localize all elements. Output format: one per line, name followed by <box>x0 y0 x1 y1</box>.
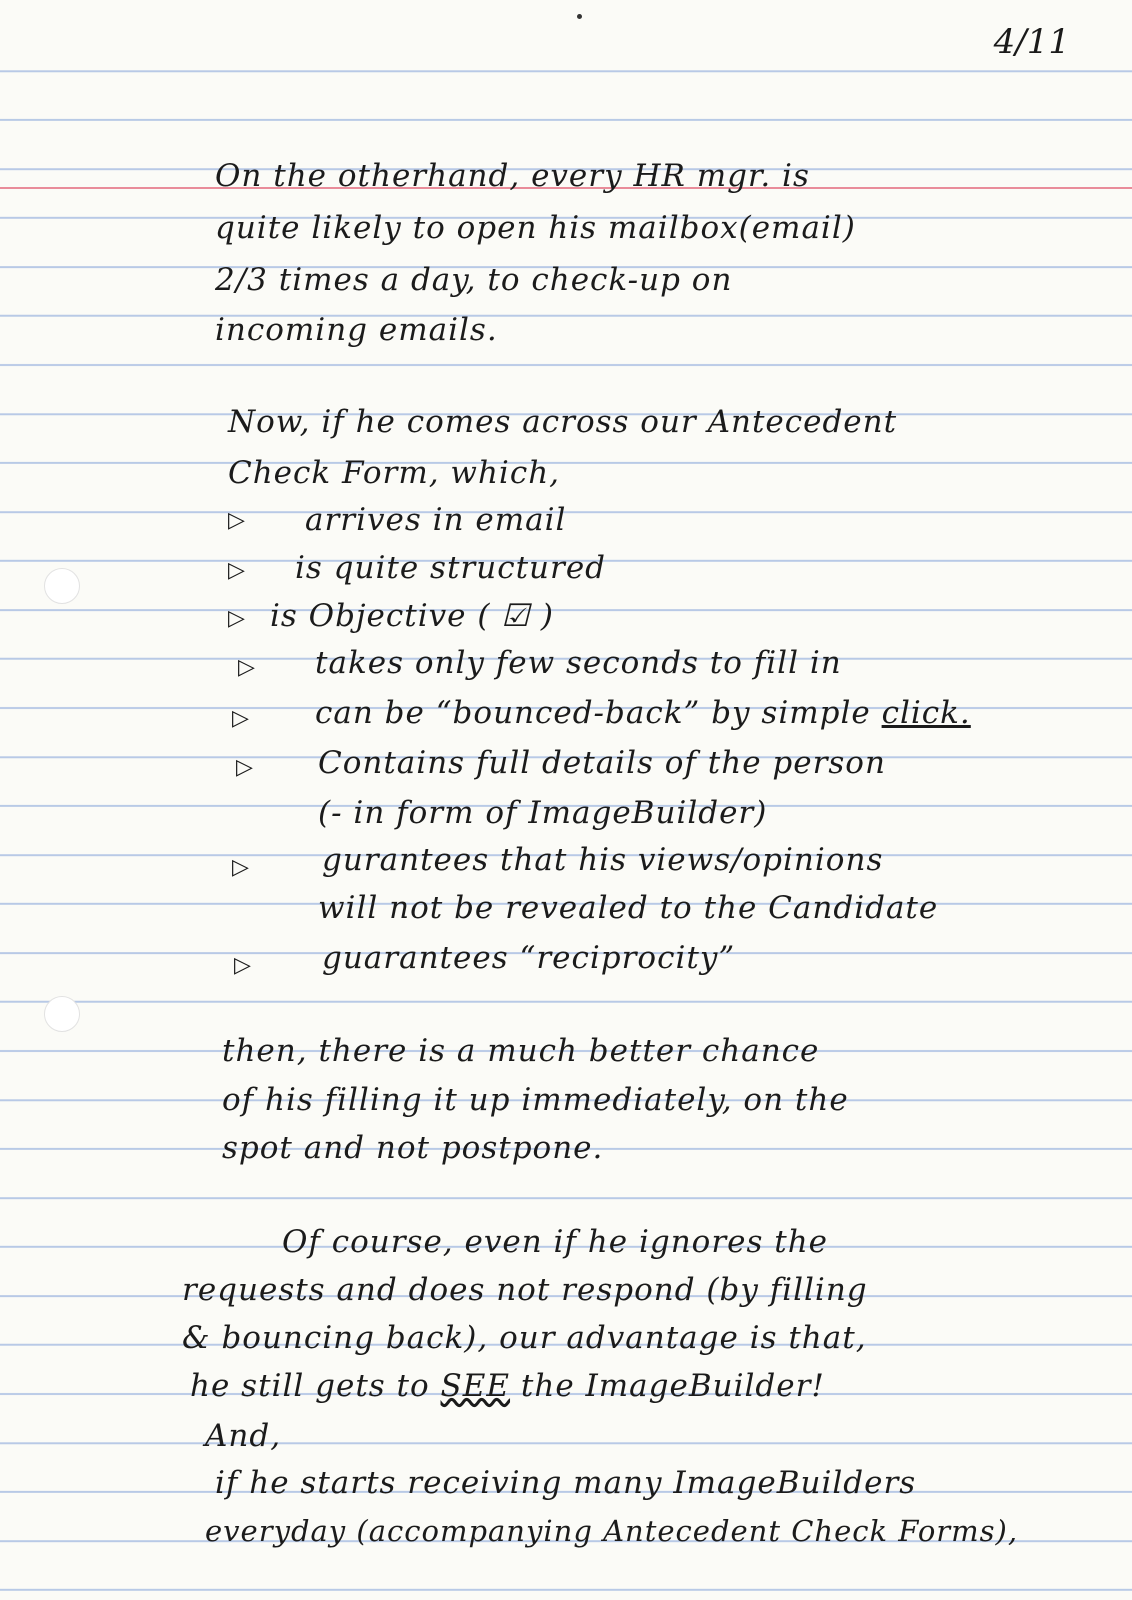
text-line: quite likely to open his mailbox(email) <box>215 210 856 246</box>
bullet-text: is Objective ( ☑ ) <box>270 598 555 634</box>
bullet-text: is quite structured <box>295 550 607 586</box>
ink-dot <box>577 14 582 19</box>
bullet-text: Contains full details of the person <box>318 745 886 781</box>
bullet-continuation: (- in form of ImageBuilder) <box>318 795 768 831</box>
text-line: he still gets to SEE the ImageBuilder! <box>190 1368 825 1404</box>
bullet-text: guarantees “reciprocity” <box>322 940 736 976</box>
page-number: 4/11 <box>993 22 1070 62</box>
see-emphasis: SEE <box>440 1368 511 1404</box>
text-line: then, there is a much better chance <box>222 1033 820 1069</box>
triangle-bullet-icon: ▷ <box>234 953 251 978</box>
triangle-bullet-icon: ▷ <box>228 606 245 631</box>
punch-hole <box>44 568 80 604</box>
bullet-continuation: will not be revealed to the Candidate <box>318 890 939 926</box>
click-word: click. <box>881 695 971 731</box>
text-line: if he starts receiving many ImageBuilders <box>215 1465 917 1501</box>
text-line: On the otherhand, every HR mgr. is <box>215 158 810 194</box>
text-line: 2/3 times a day, to check-up on <box>215 262 733 298</box>
triangle-bullet-icon: ▷ <box>236 755 253 780</box>
text-line: Now, if he comes across our Antecedent <box>228 404 898 440</box>
text-line: & bouncing back), our advantage is that, <box>182 1320 867 1356</box>
bullet-text: arrives in email <box>305 502 567 538</box>
text-line: Of course, even if he ignores the <box>282 1224 829 1260</box>
bullet-text: gurantees that his views/opinions <box>322 842 884 878</box>
punch-hole <box>44 996 80 1032</box>
text-line: Check Form, which, <box>228 455 561 491</box>
bullet-text: can be “bounced-back” by simple click. <box>315 695 971 731</box>
triangle-bullet-icon: ▷ <box>232 855 249 880</box>
bullet-text: takes only few seconds to fill in <box>315 645 842 681</box>
text-line: requests and does not respond (by filling <box>182 1272 868 1308</box>
text-line: spot and not postpone. <box>222 1130 604 1166</box>
triangle-bullet-icon: ▷ <box>232 706 249 731</box>
text-line: And, <box>205 1418 282 1454</box>
triangle-bullet-icon: ▷ <box>228 508 245 533</box>
text-line: incoming emails. <box>215 312 498 348</box>
triangle-bullet-icon: ▷ <box>228 558 245 583</box>
text-line: everyday (accompanying Antecedent Check Forms), <box>205 1514 1019 1548</box>
triangle-bullet-icon: ▷ <box>238 655 255 680</box>
text-line: of his filling it up immediately, on the <box>222 1082 849 1118</box>
